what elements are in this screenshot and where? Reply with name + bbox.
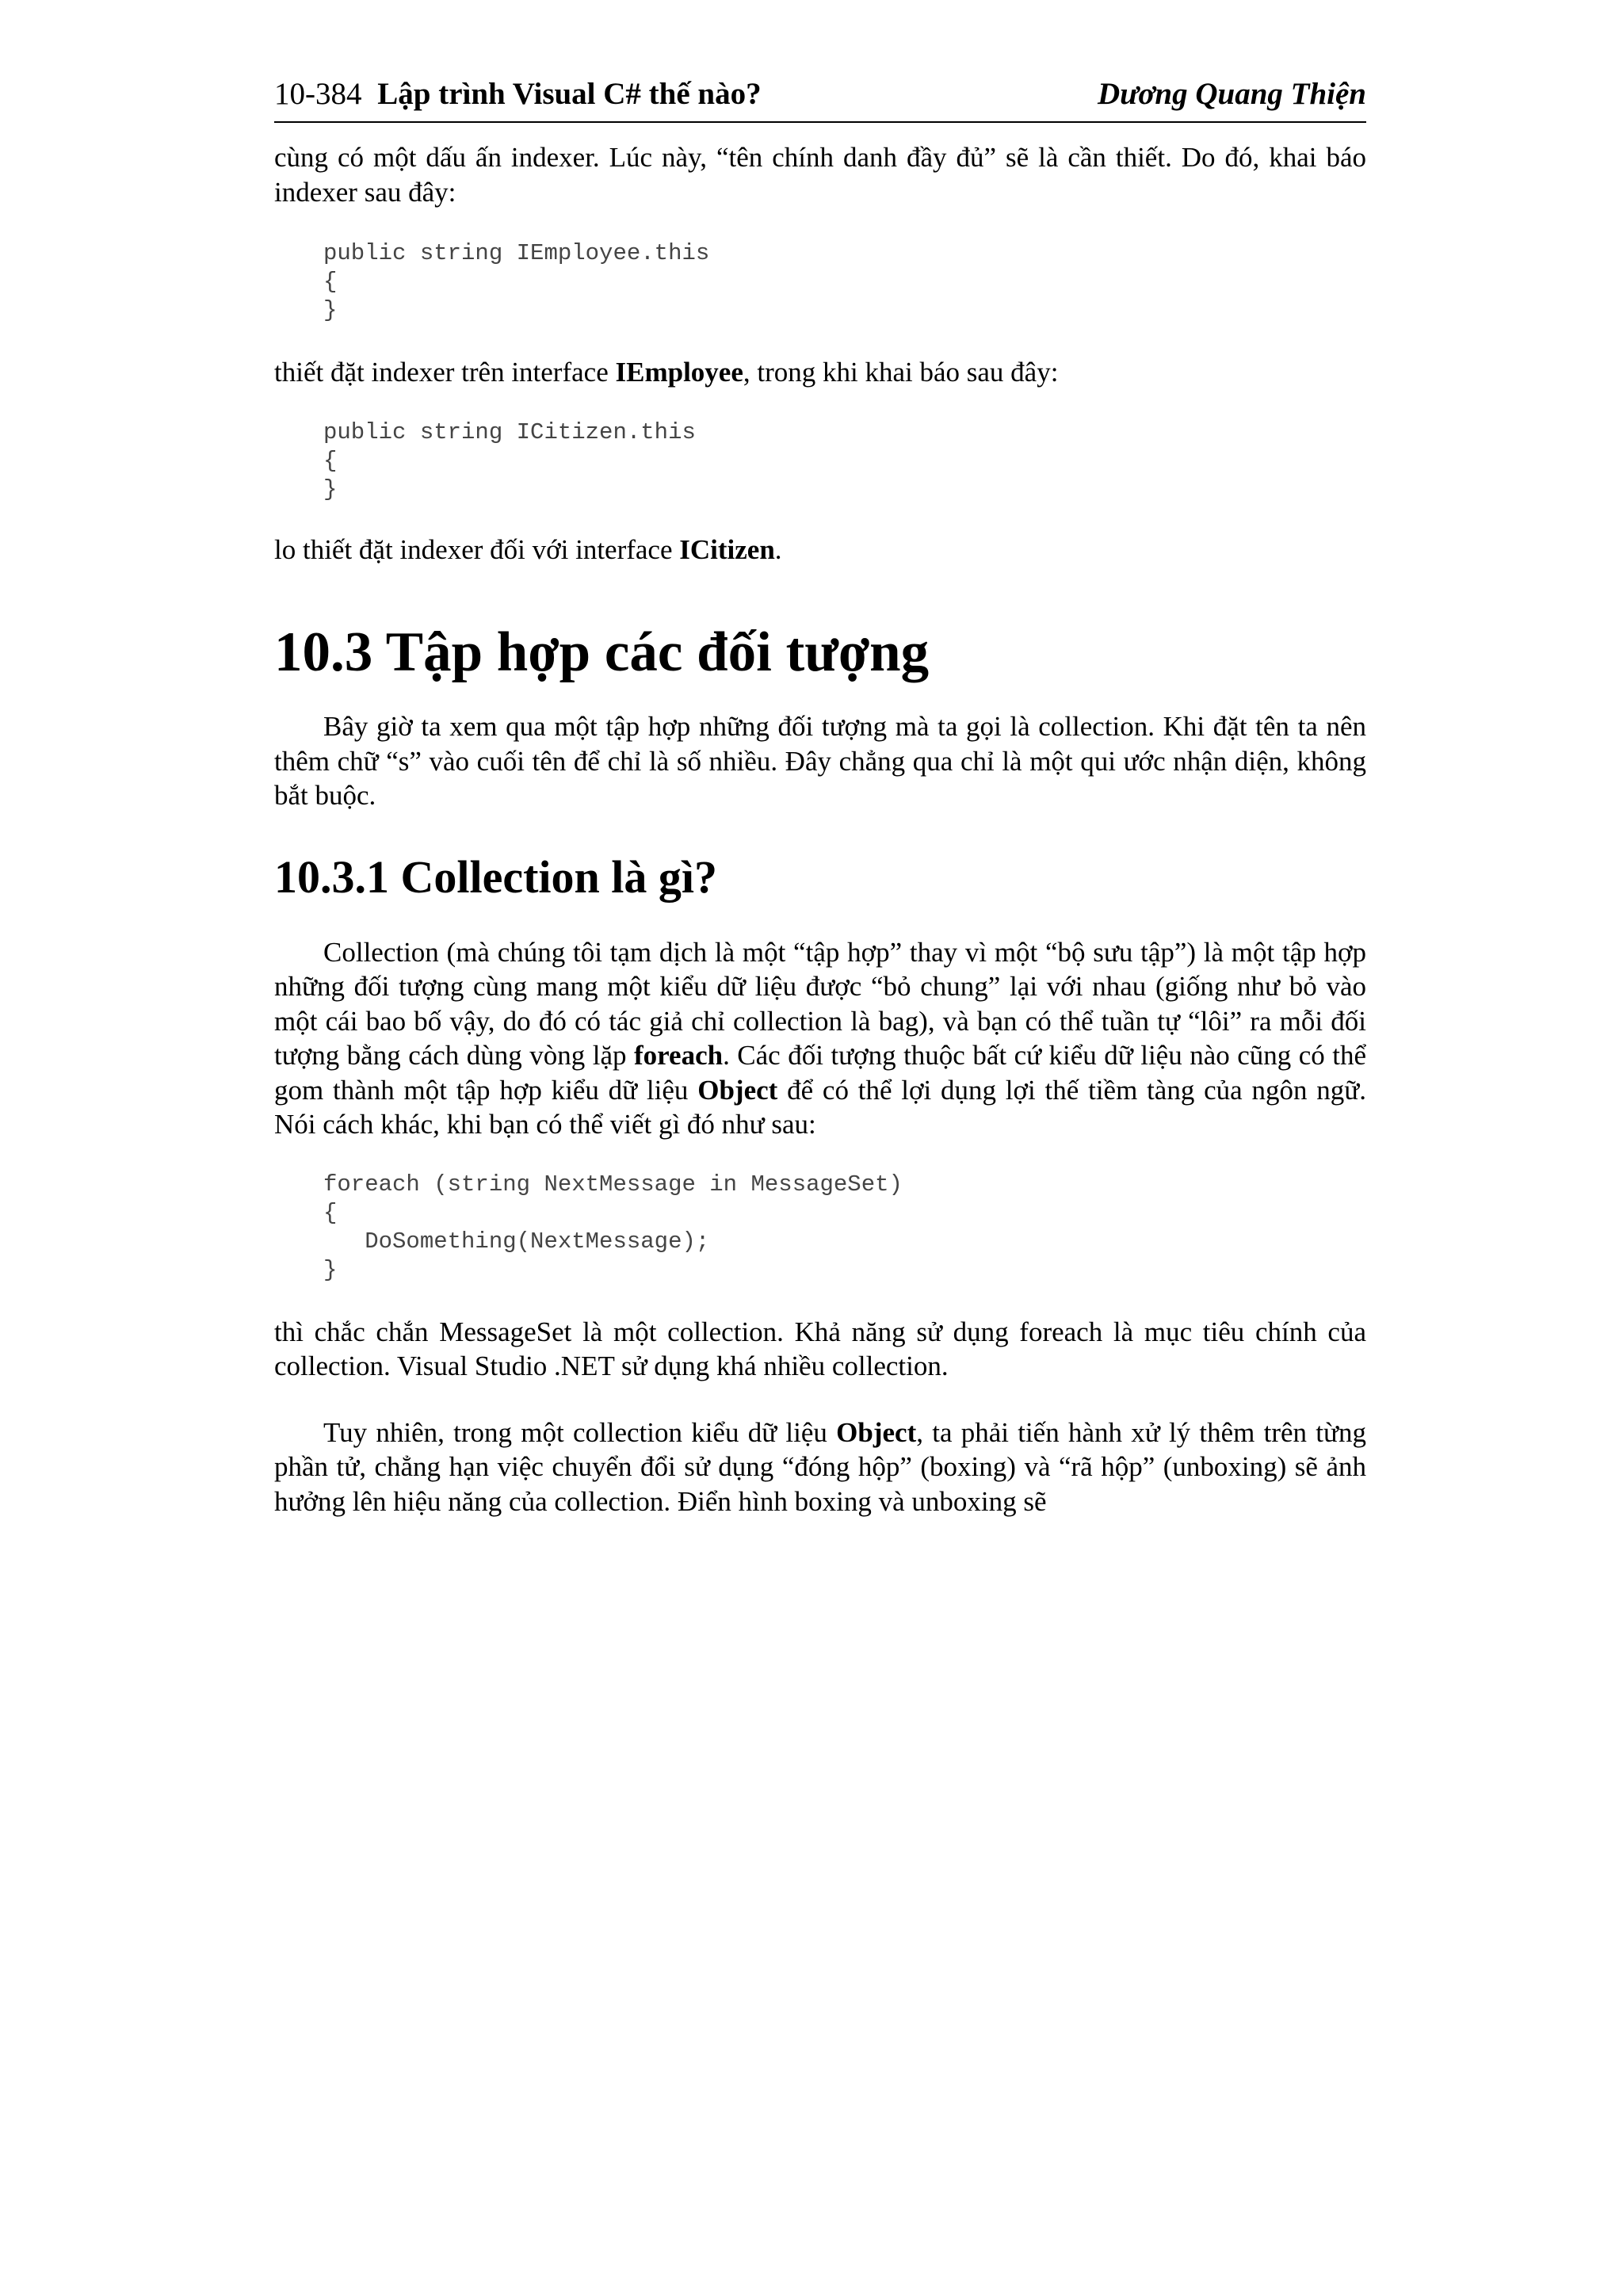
bold-term: Object (697, 1074, 778, 1106)
paragraph-4: Bây giờ ta xem qua một tập hợp những đối tượng mà ta gọi là collection. Khi đặt tên ta nên thêm chữ “s” vào cuối tên để chỉ là số nhiều. Đây chẳng qua chỉ là một qui ước nhận diện, không bắt buộc. (274, 711, 1366, 811)
paragraph-6: thì chắc chắn MessageSet là một collection. Khả năng sử dụng foreach là mục tiêu chính của collection. Visual Studio .NET sử dụng khá nhiều collection. (274, 1316, 1366, 1381)
bold-term: foreach (633, 1040, 724, 1071)
paragraph-2 (274, 355, 1366, 390)
paragraph-5 (274, 935, 1366, 1142)
text-run: , ta phải tiến hành xử lý thêm trên từng phần tử, chẳng hạn việc chuyển đổi sử dụng “đóng hộp” (boxing) và “rã hộp” (unboxing) sẽ ảnh hưởng lên hiệu năng của collection. Điển hình boxing và unboxing sẽ (274, 1416, 1366, 1517)
code-line: } (323, 1256, 338, 1283)
code-line: } (323, 297, 338, 323)
text-run: Collection (mà chúng tôi tạm dịch là một “tập hợp” thay vì một “bộ sưu tập”) là một tập hợp những đối tượng cùng mang một kiểu dữ liệu được “bỏ chung” lại với nhau (giống như bỏ vào một cái bao bố vậy, do đó có tác giả chỉ collection là bag), và bạn có thể tuần tự “lôi” ra mỗi đối tượng bằng cách dùng vòng lặp (274, 936, 1366, 1071)
text-run: Tuy nhiên, trong một collection kiểu dữ liệu (323, 1416, 837, 1448)
document-page (274, 76, 1366, 1519)
paragraph-3 (274, 533, 1366, 567)
code-line: } (323, 476, 338, 502)
code-line: public string IEmployee.this (323, 240, 710, 266)
page-header (274, 76, 1366, 123)
section-heading: 10.3 Tập hợp các đối tượng (274, 621, 930, 683)
code-line: { (323, 269, 338, 295)
code-line: { (323, 1199, 338, 1226)
code-line: { (323, 447, 338, 474)
text-run: , trong khi khai báo sau đây: (743, 357, 1059, 388)
code-line: public string ICitizen.this (323, 418, 696, 445)
subsection-heading: 10.3.1 Collection là gì? (274, 850, 718, 903)
code-block-1 (323, 239, 1366, 325)
header-left (274, 76, 762, 112)
book-title: Lập trình Visual C# thế nào? (377, 77, 762, 111)
text-run: . (774, 533, 782, 565)
text-run: lo thiết đặt indexer đối với interface (274, 533, 680, 565)
code-block-2 (323, 418, 1366, 504)
bold-term: Object (836, 1416, 917, 1448)
paragraph-1: cùng có một dấu ấn indexer. Lúc này, “tên chính danh đầy đủ” sẽ là cần thiết. Do đó, khai báo indexer sau đây: (274, 142, 1366, 208)
bold-term: IEmployee (615, 357, 743, 388)
text-run: để có thể lợi dụng lợi thế tiềm tàng của ngôn ngữ. Nói cách khác, khi bạn có thể viết gì đó như sau: (274, 1074, 1366, 1140)
code-line: foreach (string NextMessage in MessageSet) (323, 1171, 903, 1198)
text-run: . Các đối tượng thuộc bất cứ kiểu dữ liệu nào cũng có thể gom thành một tập hợp kiểu dữ liệu (274, 1040, 1366, 1106)
paragraph-7 (274, 1415, 1366, 1519)
page-number: 10-384 (274, 77, 362, 111)
code-line: DoSomething(NextMessage); (323, 1228, 710, 1255)
text-run: thiết đặt indexer trên interface (274, 357, 616, 388)
bold-term: ICitizen (679, 533, 775, 565)
author-name: Dương Quang Thiện (1097, 77, 1366, 111)
code-block-3 (323, 1171, 1366, 1285)
